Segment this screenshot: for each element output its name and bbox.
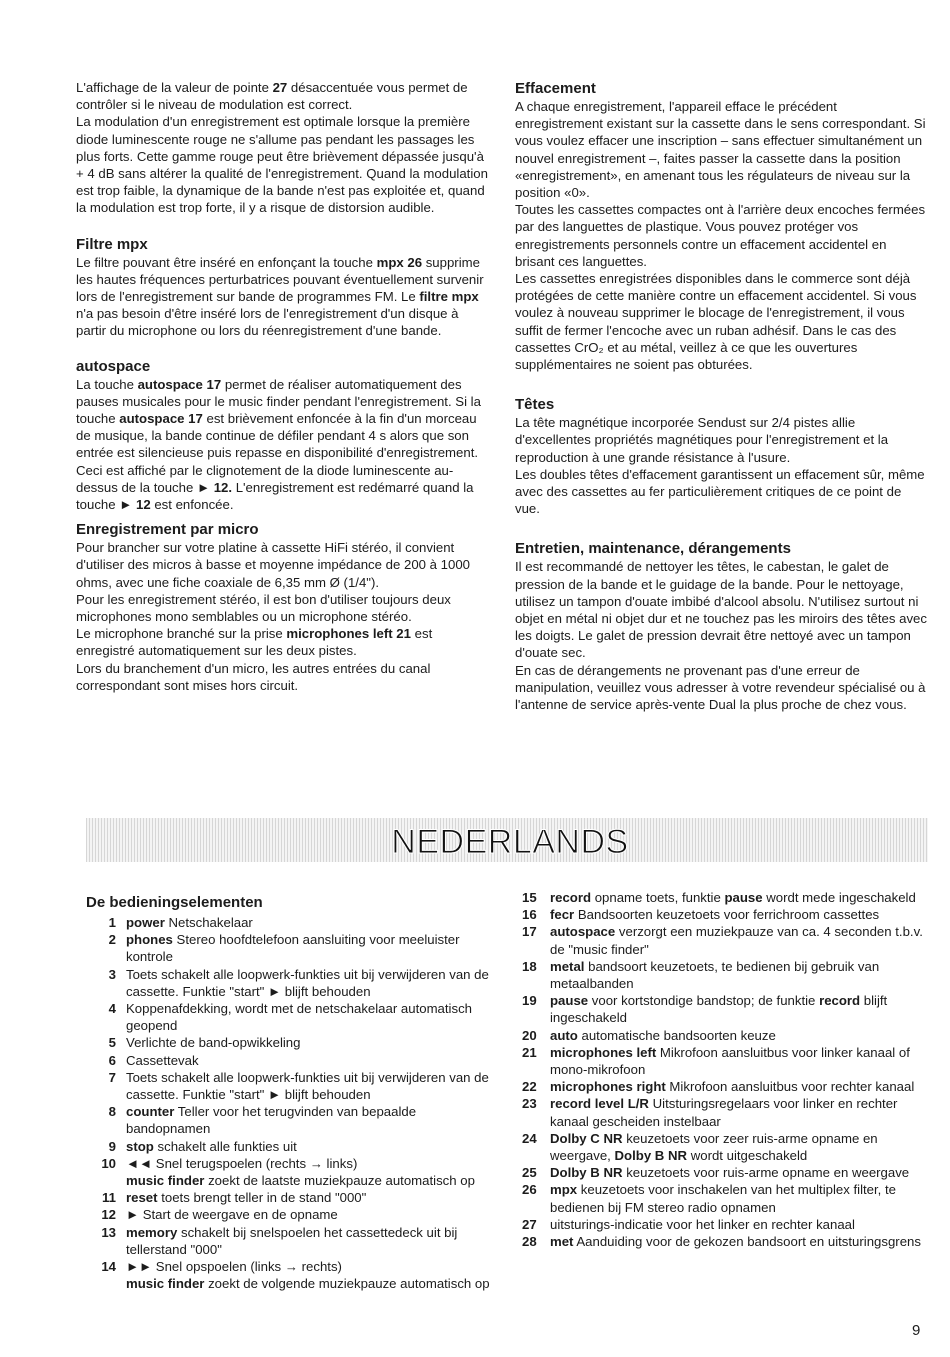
bold-term: reset (126, 1190, 158, 1206)
item-number: 2 (108, 932, 116, 948)
paragraph-effacement-2: Toutes les cassettes compactes ont à l'arrière deux encoches fermées par des languettes de plastique. Vous pouvez protéger vos enregistrements personnels contre un effacement accidentel en brisant ces languettes. (515, 202, 926, 269)
item-number: 3 (108, 966, 116, 982)
text-run: L'enregistrement est redémarré quand la touche ► (76, 479, 474, 513)
list-item (86, 914, 498, 931)
bold-term: 12. (213, 479, 233, 495)
item-number: 24 (522, 1130, 537, 1146)
item-number: 27 (522, 1216, 537, 1232)
text-run: voor kortstondige bandstop; de funktie (588, 993, 820, 1009)
item-number: 18 (522, 958, 537, 974)
item-number: 26 (522, 1182, 537, 1198)
item-text (550, 992, 928, 1026)
list-item (86, 1000, 498, 1034)
item-number: 16 (522, 907, 537, 923)
item-number: 7 (108, 1069, 116, 1085)
item-number: 28 (522, 1234, 537, 1250)
item-text (126, 1052, 498, 1069)
item-text (550, 1181, 928, 1215)
paragraph-autospace (76, 376, 492, 514)
item-text (126, 1138, 498, 1155)
item-text (126, 966, 498, 1000)
text-run: wordt uitgeschakeld (687, 1148, 808, 1164)
paragraph-modulation: La modulation d'un enregistrement est optimale lorsque la première diode luminescente rouge ne s'allume pas pendant les passages les plus forts. Cette gamme rouge peut être brièvement dépassée jusqu'à + 4 dB sans altérer la qualité de l'enregistrement. Quand la modulation est trop faible, la dynamique de la bande n'est pas exploitée et, quand la modulation est trop forte, il y a risque de distorsion audible. (76, 114, 488, 216)
item-text (126, 1224, 498, 1258)
bold-term: Dolby C NR (550, 1130, 623, 1146)
list-item (522, 992, 928, 1026)
item-number: 25 (522, 1165, 537, 1181)
list-item (522, 1181, 928, 1215)
french-right-column (515, 79, 928, 713)
bold-term: auto (550, 1027, 578, 1043)
item-number: 12 (101, 1207, 116, 1223)
list-item (86, 1155, 498, 1189)
list-item (522, 923, 928, 957)
heading-enregistrement-micro: Enregistrement par micro (76, 521, 259, 539)
bold-term: pause (724, 890, 763, 905)
list-item (522, 1164, 928, 1181)
paragraph-micro-1: Pour brancher sur votre platine à cassette HiFi stéréo, il convient d'utiliser des micros à basse et moyenne impédance de 200 à 1000 ohms, avec une fiche coaxiale de 6,35 mm Ø (1/4"). (76, 540, 470, 590)
text-run: verzorgt een muziekpauze van ca. 4 seconden t.b.v. de "music finder" (550, 924, 923, 957)
item-number: 10 (101, 1155, 116, 1171)
text-run: La touche (76, 376, 138, 392)
text-run: keuzetoets voor ruis-arme opname en weergave (622, 1165, 910, 1181)
paragraph-micro-3 (76, 625, 492, 659)
item-number: 21 (522, 1044, 537, 1060)
bold-term: microphones right (550, 1079, 666, 1095)
text-run: bandsoort keuzetoets, te bedienen bij gebruik van metaalbanden (550, 958, 880, 992)
item-text (550, 1164, 928, 1181)
item-number: 20 (522, 1027, 537, 1043)
text-run: blijft ingeschakeld (550, 993, 888, 1026)
list-item (86, 1138, 498, 1155)
item-number: 4 (108, 1001, 116, 1017)
bold-term: microphones left (550, 1044, 657, 1060)
bold-term: filtre mpx (419, 289, 479, 305)
bold-term: phones (126, 932, 173, 948)
bold-term: Dolby B NR (550, 1165, 623, 1181)
bold-term: autospace 17 (137, 376, 222, 392)
text-run: est enregistré automatiquement sur les deux pistes. (76, 626, 433, 659)
list-item (522, 1233, 928, 1250)
item-text (126, 1155, 498, 1189)
item-number: 22 (522, 1079, 537, 1095)
item-text (550, 889, 928, 906)
paragraph-tetes-1: La tête magnétique incorporée Sendust sur 2/4 pistes allie d'excellentes propriétés magnétiques pour l'enregistrement et la reproduction à une grande résistance à l'usure. (515, 415, 889, 465)
text-run: L'affichage de la valeur de pointe (76, 80, 273, 95)
bold-term: 12 (135, 497, 151, 513)
list-item (86, 966, 498, 1000)
list-item (86, 931, 498, 965)
item-number: 19 (522, 993, 537, 1009)
bold-term: record (550, 890, 592, 905)
text-run: Toets schakelt alle loopwerk-funkties uit bij verwijderen van de cassette. Funktie "start" ► blijft behouden (126, 1069, 489, 1103)
list-item (522, 906, 928, 923)
item-text (126, 914, 498, 931)
paragraph-entretien-1: Il est recommandé de nettoyer les têtes, le cabestan, le galet de pression de la bande et le guidage de la bande. Pour le nettoyage, utilisez un tampon d'ouate imbibé d'alcool absolu. N'utilisez surtout ni objet en métal ni objet dur et ne touchez pas les miroirs des têtes avec les doigts. Le galet de pression devrait être nettoyé avec un tampon d'ouate sec. (515, 559, 927, 661)
item-text (550, 1078, 928, 1095)
text-run: Le filtre pouvant être inséré en enfonçant la touche (76, 254, 377, 270)
controls-list (522, 889, 928, 1250)
list-item (86, 1103, 498, 1137)
text-run: Netschakelaar (164, 915, 253, 930)
list-item (86, 1034, 498, 1051)
dutch-controls-list-right (522, 889, 928, 1250)
item-text (550, 1044, 928, 1078)
text-run: zoekt de laatste muziekpauze automatisch op (204, 1173, 475, 1189)
text-run: est enfoncée. (150, 497, 234, 513)
bold-term: record (819, 993, 861, 1009)
item-text (550, 906, 928, 923)
item-number: 11 (102, 1190, 116, 1206)
bold-term: Dolby B NR (614, 1148, 688, 1164)
text-run: Stereo hoofdtelefoon aansluiting voor meeluister kontrole (126, 932, 460, 965)
item-text (126, 1206, 498, 1223)
item-number: 8 (108, 1104, 116, 1120)
item-text (550, 1130, 928, 1164)
bold-term: pause (550, 993, 589, 1009)
text-run: ►► Snel opspoelen (links → rechts) (126, 1259, 342, 1275)
item-text (550, 1233, 928, 1250)
item-number: 1 (108, 915, 116, 930)
item-text (550, 958, 928, 992)
list-item (86, 1206, 498, 1223)
text-run: zoekt de volgende muziekpauze automatisch op (204, 1276, 490, 1292)
text-run: désaccentuée vous permet de contrôler si le niveau de modulation est correct. (76, 80, 468, 113)
item-text (550, 923, 928, 957)
item-number: 17 (522, 924, 537, 940)
text-run: ► Start de weergave en de opname (126, 1207, 338, 1223)
item-text (550, 1216, 928, 1233)
item-text (126, 1189, 498, 1206)
list-item (86, 1052, 498, 1069)
item-text (126, 1034, 498, 1051)
text-run: Teller voor het terugvinden van bepaalde bandopnamen (126, 1104, 417, 1137)
item-text (126, 1000, 498, 1034)
paragraph-micro-2: Pour les enregistrement stéréo, il est bon d'utiliser toujours deux microphones mono semblables ou un microphone stéréo. (76, 591, 451, 625)
bold-term: music finder (126, 1173, 205, 1189)
text-run: Mikrofoon aansluitbus voor rechter kanaal (665, 1079, 915, 1095)
text-run: uitsturings-indicatie voor het linker en rechter kanaal (550, 1216, 855, 1232)
text-run: supprime les hautes fréquences perturbatrices pouvant éventuellement survenir lors de l'enregistrement sur bande de programmes FM. Le (76, 254, 484, 305)
item-text (126, 1069, 498, 1103)
bold-term: fecr (550, 907, 575, 923)
item-text (550, 1027, 928, 1044)
list-item (86, 1224, 498, 1258)
text-run: Mikrofoon aansluitbus voor linker kanaal of mono-mikrofoon (550, 1044, 910, 1078)
item-number: 5 (108, 1035, 116, 1051)
page-number: 9 (912, 1322, 921, 1339)
heading-bedieningselementen: De bedieningselementen (86, 894, 263, 911)
list-item (86, 1189, 498, 1206)
text-run: schakelt bij snelspoelen het cassettedeck uit bij tellerstand "000" (126, 1224, 458, 1257)
item-text (126, 1258, 498, 1292)
text-run: est brièvement enfoncée à la fin d'un morceau de musique, la bande continue de défiler pendant 4 s alors que son entrée est silencieuse puis repasse en disponibilité d'enregistrement. Ceci est affiché par le clignotement de la diode luminescente au-dessus de la touche ► (76, 411, 479, 495)
bold-term: metal (550, 958, 585, 974)
list-item (522, 889, 928, 906)
item-text (126, 931, 498, 965)
item-text (550, 1095, 928, 1129)
list-item (522, 1216, 928, 1233)
bold-term: autospace (550, 924, 616, 940)
text-run: Koppenafdekking, wordt met de netschakelaar automatisch geopend (126, 1001, 473, 1034)
bold-term: autospace 17 (119, 411, 203, 427)
list-item (522, 1095, 928, 1129)
paragraph-tetes-2: Les doubles têtes d'effacement garantissent un effacement sûr, même avec des cassettes au fer particulièrement critiques de ce point de vue. (515, 466, 925, 517)
heading-effacement: Effacement (515, 80, 596, 97)
list-item (86, 1258, 498, 1292)
text-run: permet de réaliser automatiquement des pauses musicales pour le music finder pendant l'enregistrement. Si la touche (76, 376, 481, 427)
item-number: 14 (101, 1259, 116, 1275)
paragraph-micro-4: Lors du branchement d'un micro, les autres entrées du canal correspondant sont mises hors circuit. (76, 660, 431, 693)
bold-term: 27 (272, 80, 288, 95)
bold-term: mpx (550, 1182, 578, 1198)
item-number: 15 (522, 890, 537, 905)
text-run: wordt mede ingeschakeld (762, 890, 916, 905)
bold-term: met (550, 1234, 574, 1250)
item-number: 23 (522, 1096, 537, 1112)
text-run: toets brengt teller in de stand "000" (157, 1190, 367, 1206)
text-run: Bandsoorten keuzetoets voor ferrichroom cassettes (574, 907, 880, 923)
list-item (522, 1078, 928, 1095)
heading-tetes: Têtes (515, 396, 555, 414)
text-run: keuzetoets voor inschakelen van het multiplex filter, te bedienen bij FM stereo radio opnamen (550, 1182, 896, 1215)
bold-term: counter (126, 1104, 175, 1120)
bold-term: memory (126, 1224, 178, 1240)
paragraph-filtre-mpx (76, 254, 492, 340)
list-item (522, 1027, 928, 1044)
paragraph-entretien-2: En cas de dérangements ne provenant pas d'une erreur de manipulation, veuillez vous adresser à votre revendeur spécialisé ou à l'antenne de service après-vente Dual la plus proche de chez vous. (515, 662, 926, 713)
text-run: Cassettevak (126, 1052, 199, 1068)
text-run: ◄◄ Snel terugspoelen (rechts → links) (126, 1155, 358, 1171)
text-run: n'a pas besoin d'être inséré lors de l'enregistrement d'un disque à partir du microphone ou lors du réenregistrement d'une bande. (76, 306, 459, 339)
list-item (522, 1044, 928, 1078)
bold-term: microphones left 21 (286, 626, 411, 642)
item-number: 13 (101, 1224, 116, 1240)
text-run: schakelt alle funkties uit (153, 1138, 297, 1154)
text-run: keuzetoets voor zeer ruis-arme opname en weergave, (550, 1130, 878, 1164)
list-item (522, 1130, 928, 1164)
text-run: Verlichte de band-opwikkeling (126, 1035, 301, 1051)
banner-title: NEDERLANDS (391, 823, 629, 861)
text-run: Toets schakelt alle loopwerk-funkties uit bij verwijderen van de cassette. Funktie "start" ► blijft behouden (126, 966, 489, 999)
french-left-column (76, 79, 492, 694)
text-run: Uitsturingsregelaars voor linker en rechter kanaal gescheiden instelbaar (550, 1096, 898, 1129)
bold-term: record level L/R (550, 1096, 649, 1112)
heading-entretien: Entretien, maintenance, dérangements (515, 540, 791, 558)
text-run: Aanduiding voor de gekozen bandsoort en uitsturingsgrens (573, 1234, 921, 1250)
paragraph-peak-value (76, 79, 492, 113)
bold-term: stop (126, 1138, 154, 1154)
bold-term: power (126, 915, 165, 930)
text-run: opname toets, funktie (591, 890, 725, 905)
list-item (522, 958, 928, 992)
item-number: 9 (108, 1138, 116, 1154)
text-run: automatische bandsoorten keuze (577, 1027, 776, 1043)
heading-filtre-mpx: Filtre mpx (76, 235, 148, 253)
bold-term: mpx 26 (376, 254, 423, 270)
dutch-controls-list-left (86, 893, 498, 1292)
list-item (86, 1069, 498, 1103)
text-run: Le microphone branché sur la prise (76, 626, 287, 642)
controls-list (86, 914, 498, 1292)
heading-autospace: autospace (76, 357, 151, 375)
paragraph-effacement-1: A chaque enregistrement, l'appareil efface le précédent enregistrement existant sur la cassette dans le sens correspondant. Si vous voulez effacer une inscription – sans effectuer simultanément un nouvel enregistrement –, faites passer la cassette dans la position «enregistrement», en amenant tous les régulateurs de niveau sur la position «0». (515, 99, 926, 201)
bold-term: music finder (126, 1276, 205, 1292)
item-text (126, 1103, 498, 1137)
item-number: 6 (108, 1052, 116, 1068)
paragraph-effacement-3: Les cassettes enregistrées disponibles dans le commerce sont déjà protégées de cette manière contre un effacement accidentel. Si vous voulez à nouveau supprimer le blocage de l'enregistrement, il vous suffit de fermer l'encoche avec un ruban adhésif. Dans le cas des cassettes CrO₂ et au métal, veillez à ce que les ouvertures supplémentaires ne soient pas obturées. (515, 271, 917, 373)
